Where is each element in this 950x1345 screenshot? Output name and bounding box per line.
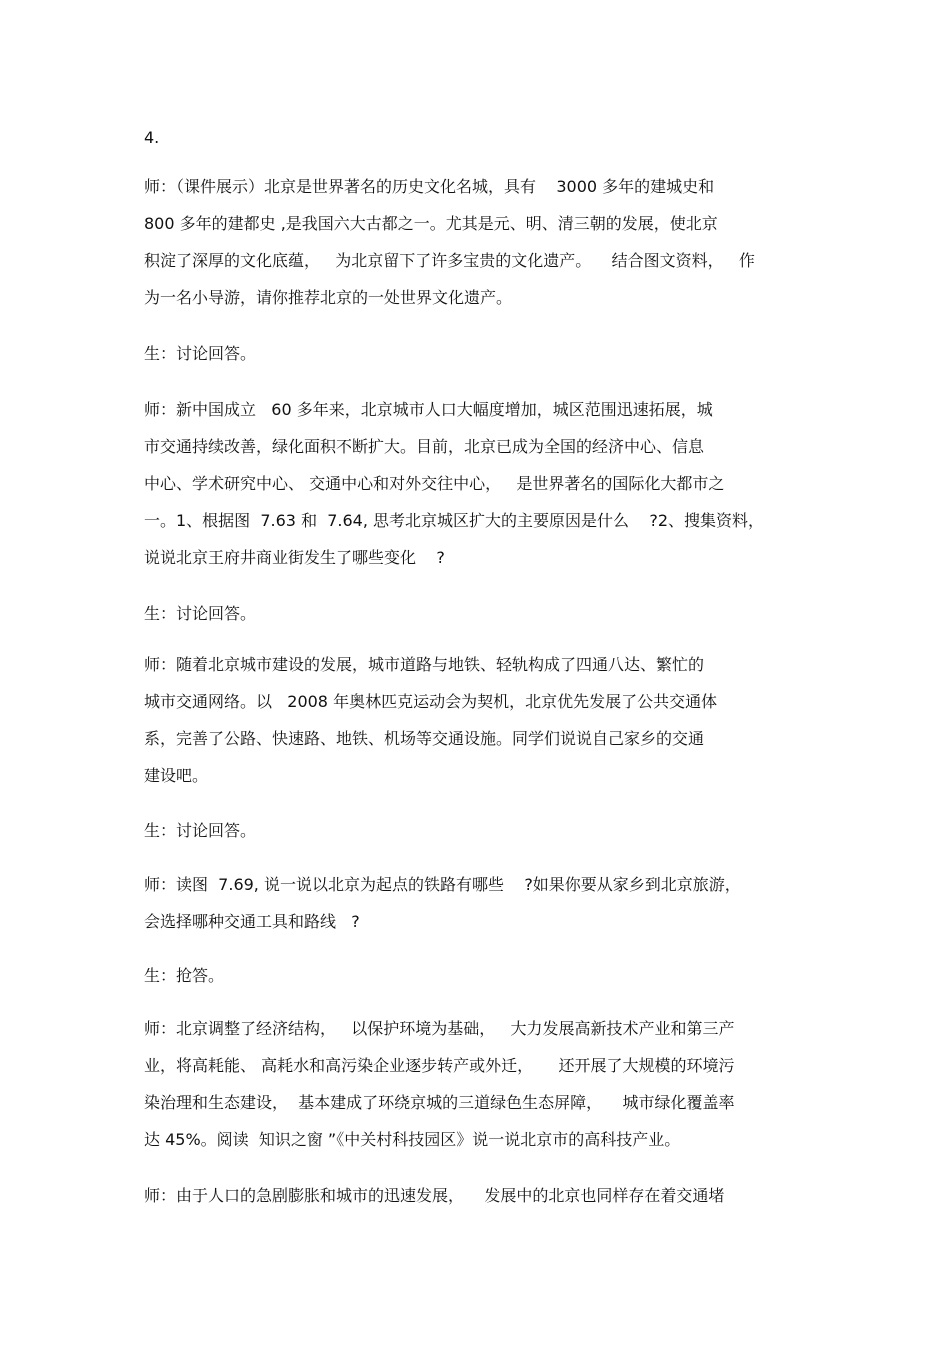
paragraph-teacher-city-growth (144, 391, 824, 576)
paragraph-student-reply (144, 335, 824, 372)
text-line: 师：读图 7.69, 说一说以北京为起点的铁路有哪些 ?如果你要从家乡到北京旅游， (144, 875, 741, 894)
text-line: 建设吧。 (144, 766, 209, 785)
text-line: 业，将高耗能、 高耗水和高污染企业逐步转产或外迁， 还开展了大规模的环境污 (144, 1056, 735, 1075)
text-line: 达 45%。阅读 知识之窗 ”《中关村科技园区》说一说北京市的高科技产业。 (144, 1130, 681, 1149)
text-line: 800 多年的建都史 ,是我国六大古都之一。尤其是元、明、清三朝的发展，使北京 (144, 214, 718, 233)
paragraph-teacher-economy (144, 1010, 824, 1158)
text-line: 城市交通网络。以 2008 年奥林匹克运动会为契机，北京优先发展了公共交通体 (144, 692, 718, 711)
text-line: 染治理和生态建设， 基本建成了环绕京城的三道绿色生态屏障， 城市绿化覆盖率 (144, 1093, 735, 1112)
text-line: 生：讨论回答。 (144, 821, 257, 840)
text-line: 师：随着北京城市建设的发展，城市道路与地铁、轻轨构成了四通八达、繁忙的 (144, 655, 705, 674)
paragraph-student-reply (144, 812, 824, 849)
text-line: 师：（课件展示）北京是世界著名的历史文化名城，具有 3000 多年的建城史和 (144, 177, 715, 196)
text-line: 为一名小导游，请你推荐北京的一处世界文化遗产。 (144, 288, 513, 307)
paragraph-student-answer (144, 957, 824, 994)
text-line: 生：抢答。 (144, 966, 225, 985)
text-line: 师：北京调整了经济结构， 以保护环境为基础， 大力发展高新技术产业和第三产 (144, 1019, 735, 1038)
paragraph-teacher-intro (144, 168, 824, 316)
text-line: 积淀了深厚的文化底蕴， 为北京留下了许多宝贵的文化遗产。 结合图文资料， 作 (144, 251, 755, 270)
text-line: 一。1、根据图 7.63 和 7.64, 思考北京城区扩大的主要原因是什么 ?2、搜集资料， (144, 511, 765, 530)
paragraph-teacher-problems (144, 1177, 824, 1214)
text-line: 生：讨论回答。 (144, 604, 257, 623)
text-line: 中心、学术研究中心、 交通中心和对外交往中心， 是世界著名的国际化大都市之 (144, 474, 725, 493)
section-number: 4. (144, 128, 160, 147)
text-line: 师：新中国成立 60 多年来，北京城市人口大幅度增加，城区范围迅速拓展，城 (144, 400, 713, 419)
text-line: 市交通持续改善，绿化面积不断扩大。目前，北京已成为全国的经济中心、信息 (144, 437, 705, 456)
text-line: 会选择哪种交通工具和路线 ? (144, 912, 360, 931)
paragraph-teacher-railway (144, 866, 824, 940)
paragraph-student-reply (144, 595, 824, 632)
text-line: 师：由于人口的急剧膨胀和城市的迅速发展， 发展中的北京也同样存在着交通堵 (144, 1186, 725, 1205)
paragraph-teacher-transport (144, 646, 824, 794)
text-line: 生：讨论回答。 (144, 344, 257, 363)
text-line: 系，完善了公路、快速路、地铁、机场等交通设施。同学们说说自己家乡的交通 (144, 729, 705, 748)
text-line: 说说北京王府井商业街发生了哪些变化 ? (144, 548, 445, 567)
